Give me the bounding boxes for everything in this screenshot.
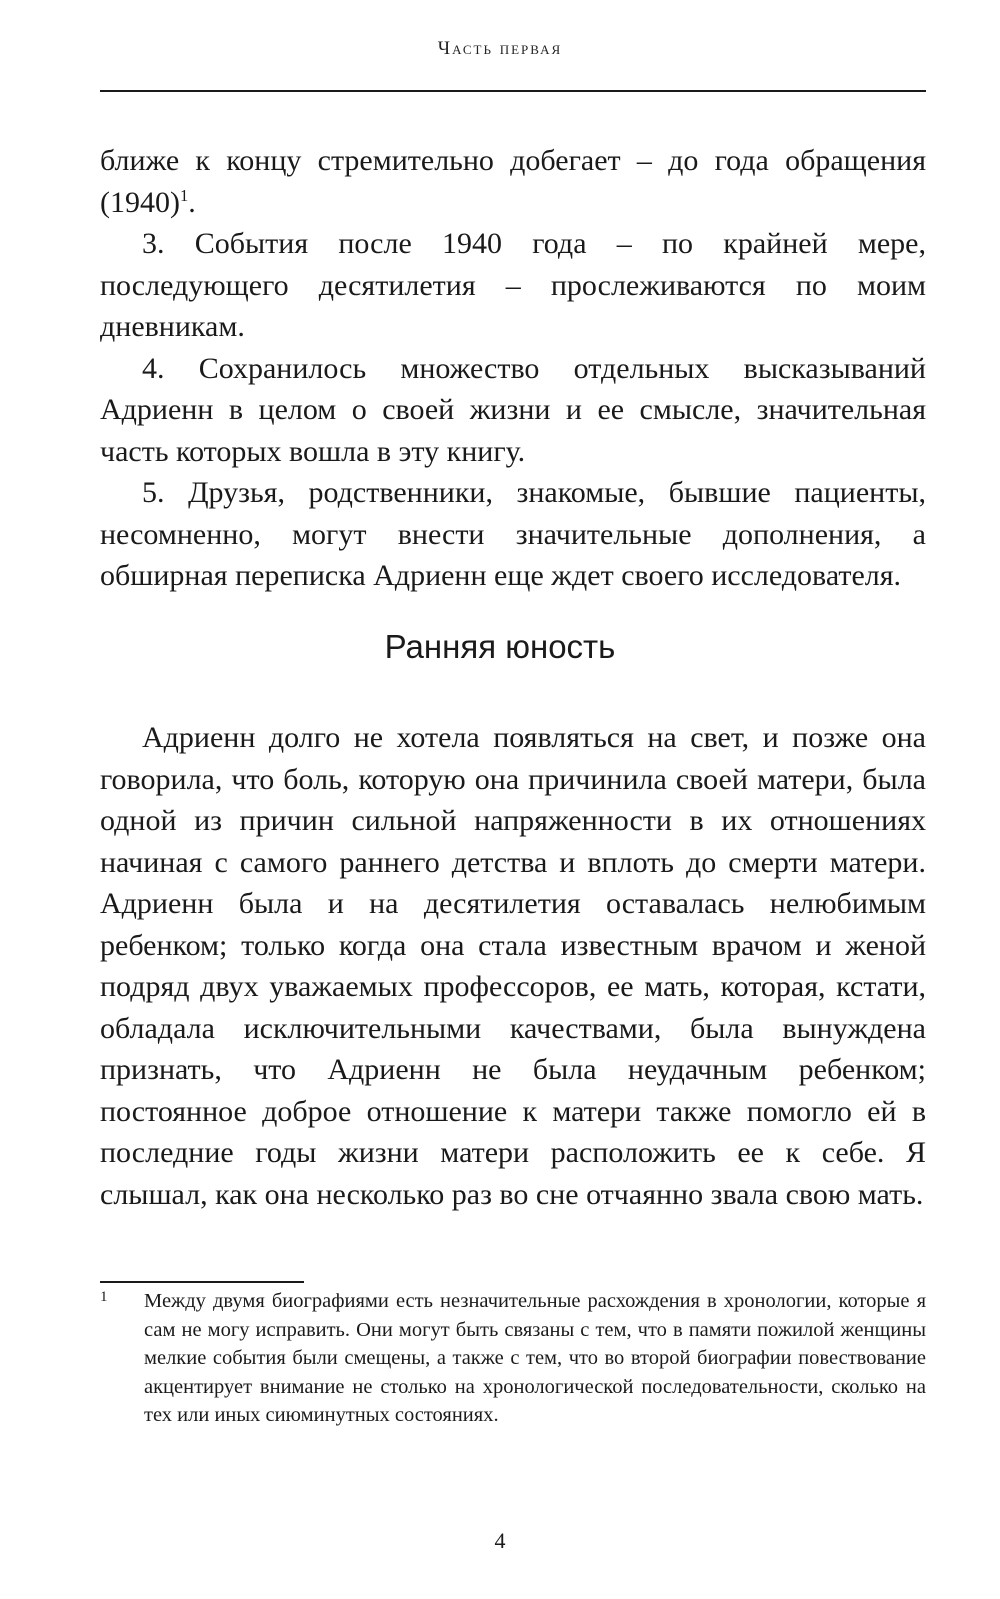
footnote: [100, 1287, 926, 1430]
paragraph-item-3: 3. События после 1940 года – по крайней мере, последующего десятилетия – прослеживаются по моим дневникам.: [100, 227, 926, 343]
footnote-text: Между двумя биографиями есть незначительные расхождения в хронологии, которые я сам не могу исправить. Они могут быть связаны с тем, что в памяти пожилой женщины мелкие события были смещены, а также с тем, что во второй биографии повествование акцентирует внимание не столько на хронологической последовательности, сколько на тех или иных сиюминутных состояниях.: [144, 1290, 926, 1426]
footnote-reference[interactable]: 1: [179, 185, 189, 205]
section-heading: Ранняя юность: [384, 628, 616, 665]
page-number: 4: [494, 1528, 506, 1553]
paragraph-continuation: [100, 140, 926, 223]
paragraph-item-4: 4. Сохранилось множество отдельных высказываний Адриенн в целом о своей жизни и ее смысле, значительная часть которых вошла в эту книгу.: [100, 351, 926, 468]
paragraph-item-5: 5. Друзья, родственники, знакомые, бывшие пациенты, несомненно, могут внести значительные дополнения, а обширная переписка Адриенн еще ждет своего исследователя.: [100, 476, 926, 592]
running-head: Часть первая: [437, 38, 563, 59]
footnote-rule: [100, 1281, 304, 1283]
footnote-marker: 1: [100, 1289, 108, 1305]
header-rule: [100, 90, 926, 92]
paragraph-end: .: [188, 185, 196, 219]
continued-text-block: [100, 140, 926, 597]
section-text-block: [100, 717, 926, 1215]
section-paragraph: Адриенн долго не хотела появляться на свет, и позже она говорила, что боль, которую она причинила своей матери, была одной из причин сильной напряженности в их отношениях начиная с самого раннего детства и вплоть до смерти матери. Адриенн была и на десятилетия оставалась нелюбимым ребенком; только когда она стала известным врачом и женой подряд двух уважаемых профессоров, ее мать, которая, кстати, обладала исключительными качествами, была вынуждена признать, что Адриенн не была неудачным ребенком; постоянное доброе отношение к матери также помогло ей в последние годы жизни матери расположить ее к себе. Я слышал, как она несколько раз во сне отчаянно звала свою мать.: [100, 721, 926, 1211]
paragraph-text: ближе к концу стремительно добегает – до года обращения (1940): [100, 144, 926, 219]
